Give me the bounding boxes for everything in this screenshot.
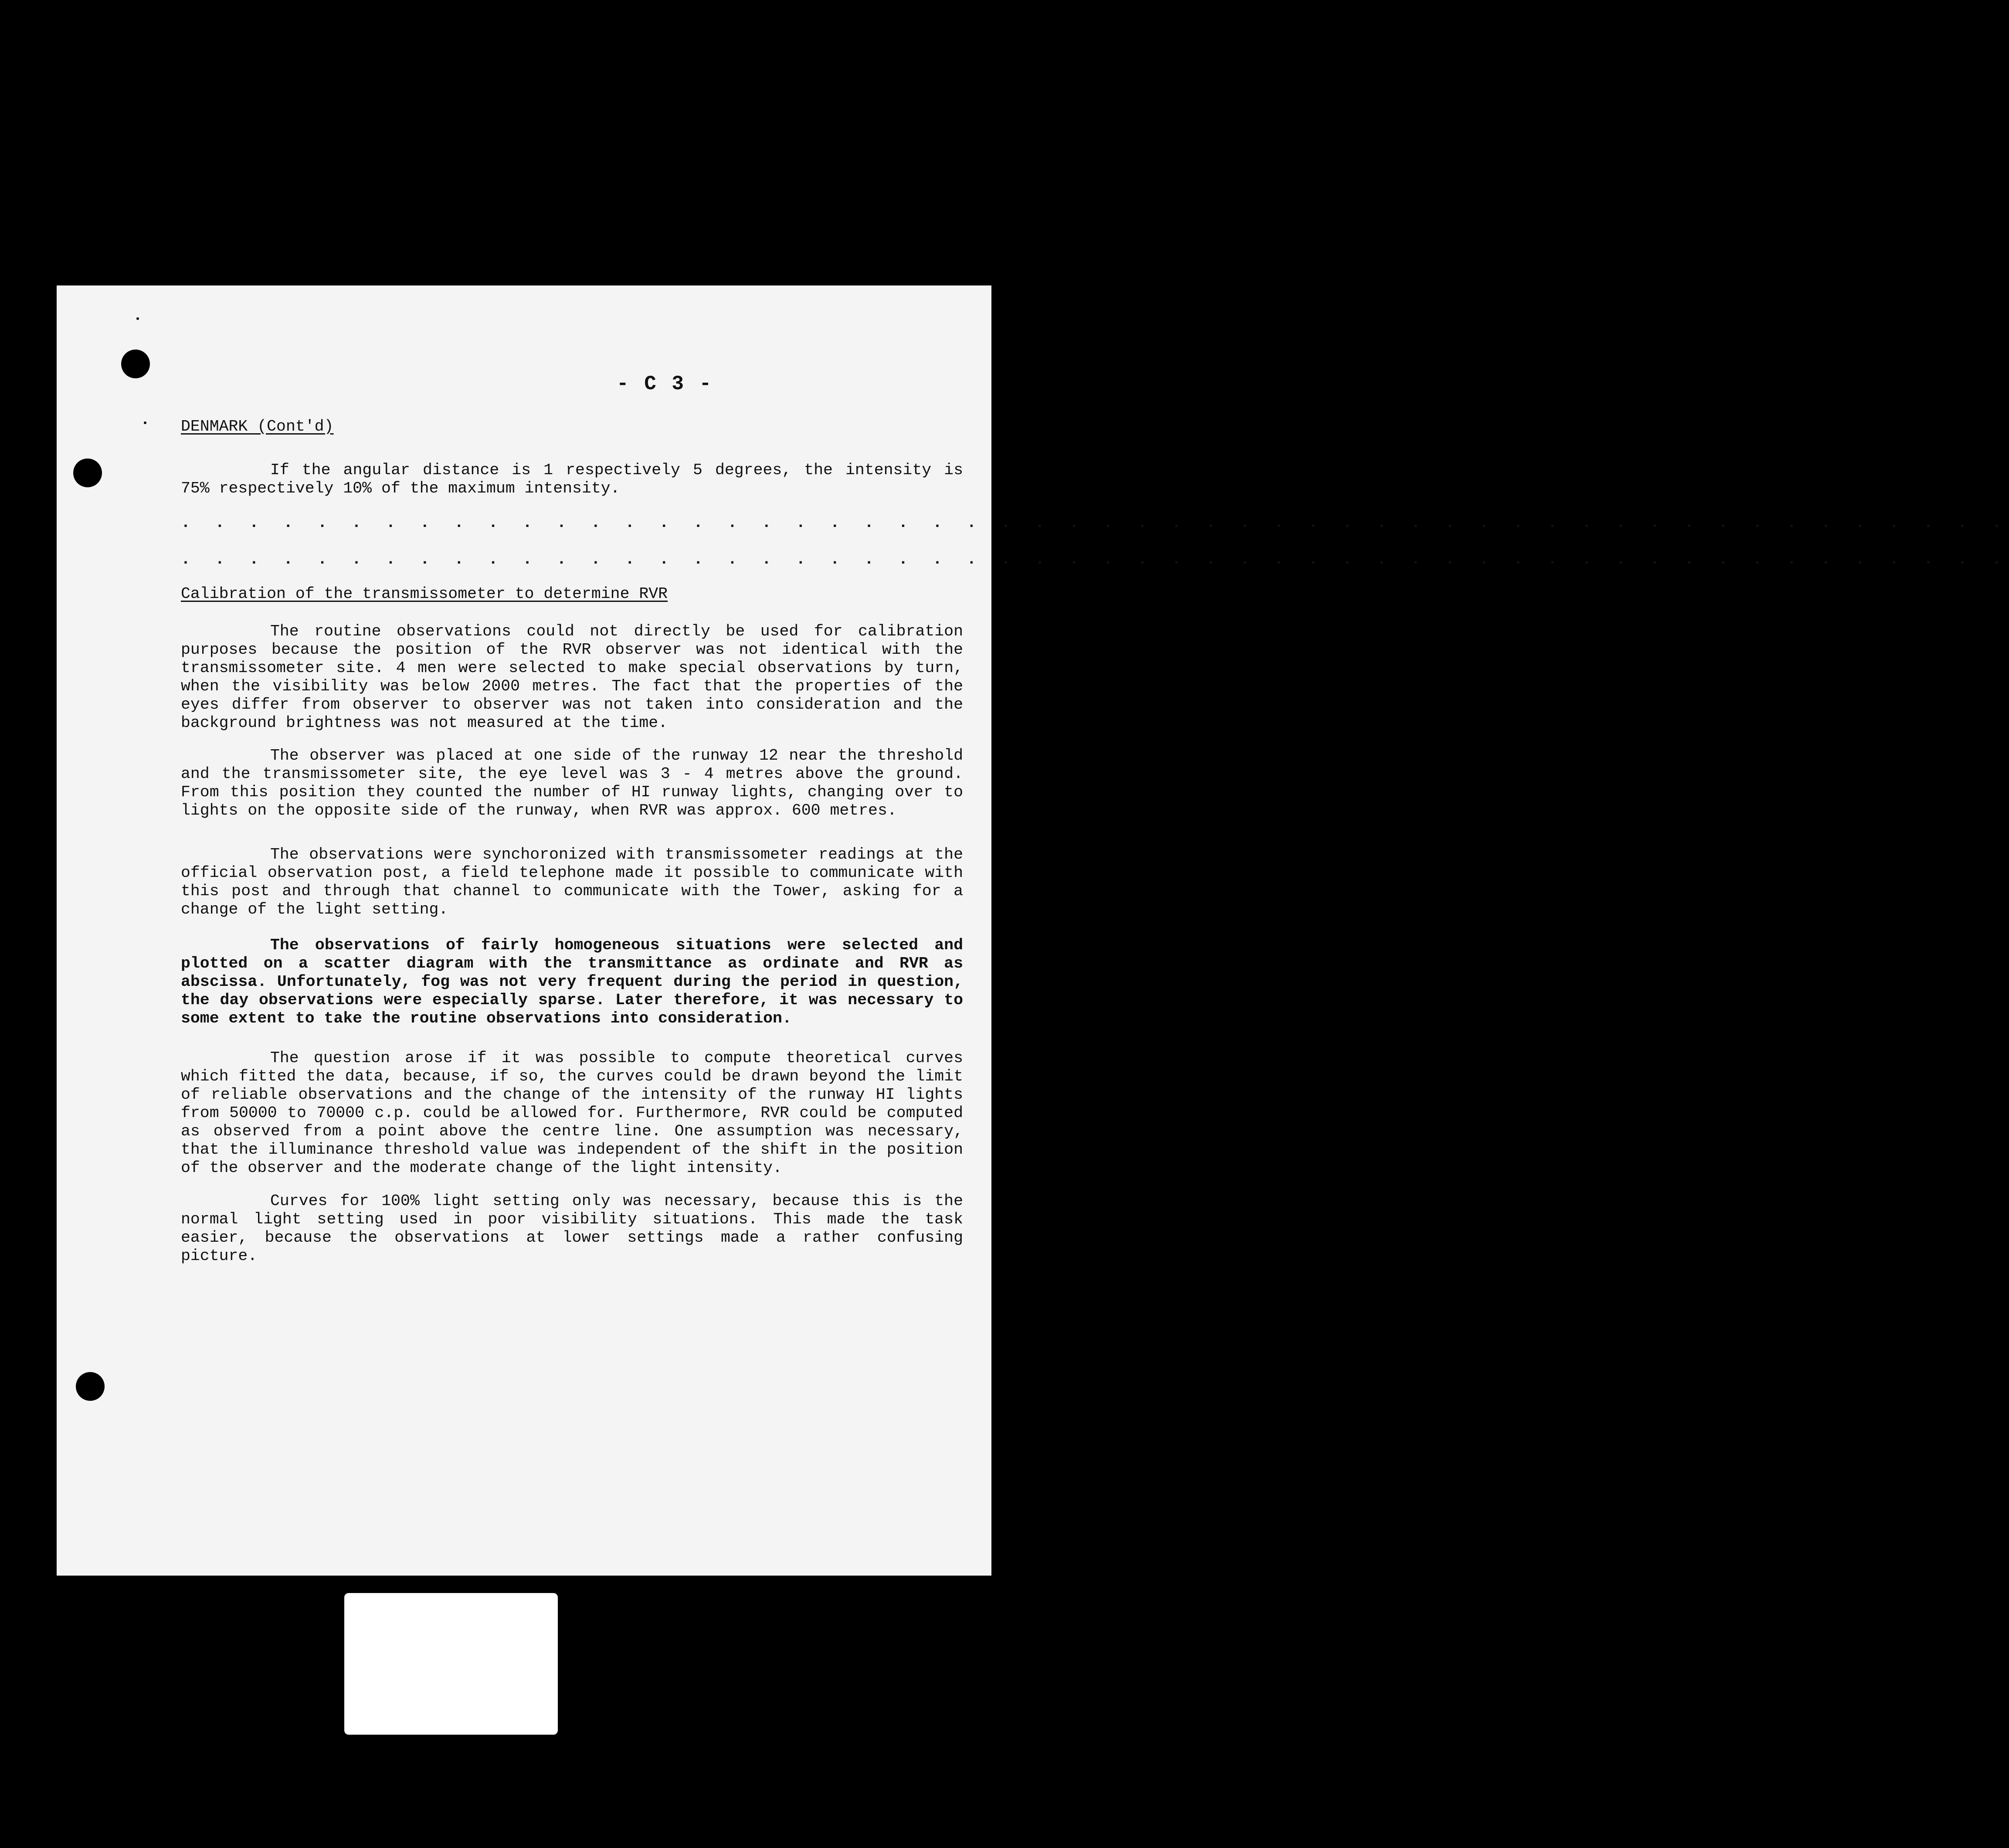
- paragraph: The observations of fairly homogeneous situations were selected and plotted on a scatter diagram with the transmittance as ordinate and RVR as abscissa. Unfortunately, fog was not very frequent during the period in question, the day observations were especially sparse. Later therefore, it was necessary to some extent to take the routine observations into consideration.: [181, 936, 963, 1027]
- speck: [144, 421, 146, 424]
- ellipsis-line: . . . . . . . . . . . . . . . . . . . . . . . . . . . . . . . . . . . . . . . . . . . . . . . . . . . . . .: [181, 550, 2009, 568]
- paragraph: The routine observations could not directly be used for calibration purposes because the position of the RVR observer was not identical with the transmissometer site. 4 men were selected to make special observations by turn, when the visibility was below 2000 metres. The fact that the properties of the eyes differ from observer to observer was not taken into consideration and the background brightness was not measured at the time.: [181, 622, 963, 732]
- section-heading: Calibration of the transmissometer to determine RVR: [181, 585, 668, 603]
- document-page: [57, 285, 2009, 1576]
- punch-hole: [73, 459, 102, 487]
- punch-hole: [76, 1372, 105, 1401]
- punch-hole: [121, 350, 150, 378]
- speck: [136, 317, 139, 320]
- paragraph: The observations were synchoronized with transmissometer readings at the official observation post, a field telephone made it possible to communicate with this post and through that channel to communicate with the Tower, asking for a change of the light setting.: [181, 846, 963, 918]
- paragraph: The question arose if it was possible to compute theoretical curves which fitted the data, because, if so, the curves could be drawn beyond the limit of reliable observations and the change of the intensity of the runway HI lights from 50000 to 70000 c.p. could be allowed for. Furthermore, RVR could be computed as observed from a point above the centre line. One assumption was necessary, that the illuminance threshold value was independent of the shift in the position of the observer and the moderate change of the light intensity.: [181, 1049, 963, 1177]
- country-heading: DENMARK (Cont'd): [181, 418, 334, 435]
- paragraph: The observer was placed at one side of the runway 12 near the threshold and the transmissometer site, the eye level was 3 - 4 metres above the ground. From this position they counted the number of HI runway lights, changing over to lights on the opposite side of the runway, when RVR was approx. 600 metres.: [181, 747, 963, 819]
- ellipsis-line: . . . . . . . . . . . . . . . . . . . . . . . . . . . . . . . . . . . . . . . . . . . . . . . . . . . . . .: [181, 514, 2009, 532]
- paragraph: Curves for 100% light setting only was necessary, because this is the normal light setting used in poor visibility situations. This made the task easier, because the observations at lower settings made a rather confusing picture.: [181, 1192, 963, 1265]
- page-number: - C 3 -: [617, 373, 713, 395]
- blank-label-card: [344, 1593, 558, 1735]
- intro-paragraph: If the angular distance is 1 respectively 5 degrees, the intensity is 75% respectively 10% of the maximum intensity.: [181, 461, 963, 497]
